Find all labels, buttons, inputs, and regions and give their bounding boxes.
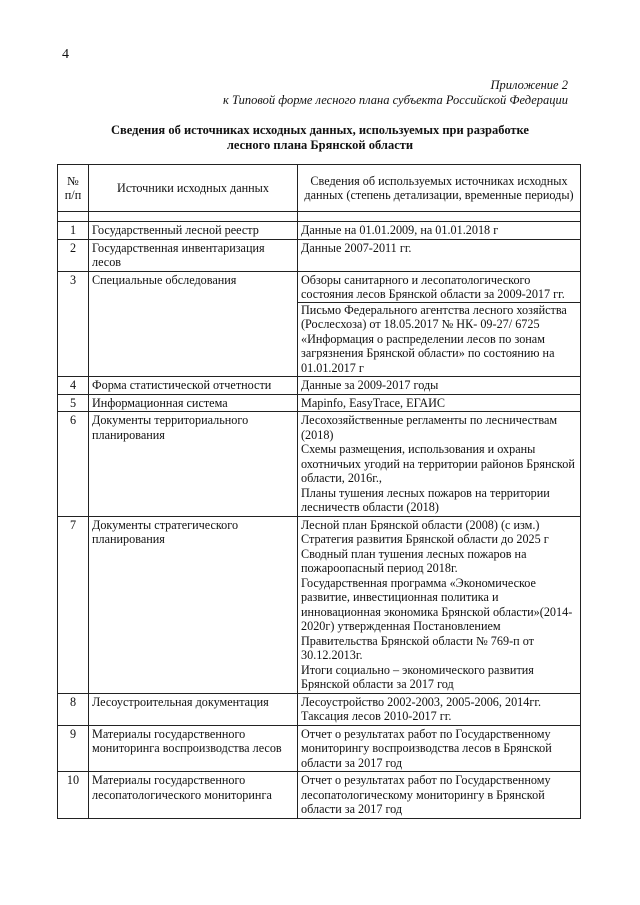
row-info-text: Обзоры санитарного и лесопатологического состояния лесов Брянской области за 2009-2017 гг. [301, 272, 565, 301]
row-info [298, 516, 581, 693]
header-num: № п/п [58, 165, 89, 212]
row-info [298, 377, 581, 395]
row-number: 3 [58, 271, 89, 377]
row-info [298, 271, 581, 377]
table-row [58, 516, 581, 693]
table-row [58, 239, 581, 271]
row-info [298, 222, 581, 240]
table-row [58, 412, 581, 517]
document-title [60, 123, 580, 153]
table-row [58, 772, 581, 819]
row-source: Информационная система [89, 394, 298, 412]
row-source: Материалы государственного лесопатологического мониторинга [89, 772, 298, 819]
header-source: Источники исходных данных [89, 165, 298, 212]
title-line-1: Сведения об источниках исходных данных, используемых при разработке [111, 123, 529, 137]
table-row [58, 693, 581, 725]
row-info-text: Письмо Федерального агентства лесного хозяйства (Рослесхоза) от 18.05.2017 № НК- 09-27/ 6725 «Информация о распределении лесов по зонам загрязнения Брянской области» по состоянию на 01.01.2017 г [298, 302, 580, 376]
header-info: Сведения об используемых источниках исходных данных (степень детализации, временные периоды) [298, 165, 581, 212]
row-info [298, 725, 581, 772]
row-info-text: Лесоустройство 2002-2003, 2005-2006, 2014гг. Таксация лесов 2010-2017 гг. [301, 694, 542, 723]
table-row [58, 377, 581, 395]
row-info [298, 772, 581, 819]
sources-table [57, 164, 581, 819]
row-info-text: Данные за 2009-2017 годы [301, 378, 439, 392]
row-number: 8 [58, 693, 89, 725]
row-info [298, 239, 581, 271]
appendix-line-1: Приложение 2 [490, 78, 568, 92]
row-number: 10 [58, 772, 89, 819]
row-info [298, 693, 581, 725]
row-source: Специальные обследования [89, 271, 298, 377]
table-row [58, 222, 581, 240]
row-source: Государственная инвентаризация лесов [89, 239, 298, 271]
row-number: 7 [58, 516, 89, 693]
page-number: 4 [62, 47, 69, 62]
table-row [58, 725, 581, 772]
row-info-text: Данные 2007-2011 гг. [301, 240, 412, 255]
title-line-2: лесного плана Брянской области [226, 138, 414, 152]
row-info-text: Отчет о результатах работ по Государственному мониторингу воспроизводства лесов в Брянской области за 2017 год [301, 726, 552, 770]
row-number: 4 [58, 377, 89, 395]
table-row [58, 394, 581, 412]
row-source: Материалы государственного мониторинга воспроизводства лесов [89, 725, 298, 772]
appendix-line-2: к Типовой форме лесного плана субъекта Российской Федерации [223, 93, 568, 107]
row-info-text: Лесной план Брянской области (2008) (с изм.) Стратегия развития Брянской области до 2025 г Сводный план тушения лесных пожаров на пожароопасный период 2018г. Государственная программа «Экономическое развитие, инвестиционная политика и инновационная экономика Брянской области»(2014-2020г) утвержденная Постановлением Правительства Брянской области № 769-п от 30.12.2013г. Итоги социально – экономического развития Брянской области за 2017 год [301, 517, 573, 691]
row-info-text: Лесохозяйственные регламенты по лесничествам (2018) Схемы размещения, использования и охраны охотничьих угодий на территории районов Брянской области, 2016г., Планы тушения лесных пожаров на территории лесничеств области (2018) [301, 413, 575, 514]
table-header-row [58, 165, 581, 212]
row-info [298, 412, 581, 517]
table-row [58, 271, 581, 377]
row-info-text: Mapinfo, EasyTrace, ЕГАИС [301, 395, 446, 410]
spacer-row [58, 212, 581, 222]
row-number: 1 [58, 222, 89, 240]
row-source: Документы стратегического планирования [89, 516, 298, 693]
row-number: 6 [58, 412, 89, 517]
row-source: Форма статистической отчетности [89, 377, 298, 395]
row-number: 9 [58, 725, 89, 772]
row-number: 5 [58, 394, 89, 412]
row-source: Документы территориального планирования [89, 412, 298, 517]
row-info-text: Данные на 01.01.2009, на 01.01.2018 г [301, 223, 499, 237]
row-info [298, 394, 581, 412]
row-source: Государственный лесной реестр [89, 222, 298, 240]
appendix-note [223, 78, 568, 108]
row-info-text: Отчет о результатах работ по Государственному лесопатологическому мониторингу в Брянской области за 2017 год [301, 773, 551, 816]
row-source: Лесоустроительная документация [89, 693, 298, 725]
row-number: 2 [58, 239, 89, 271]
